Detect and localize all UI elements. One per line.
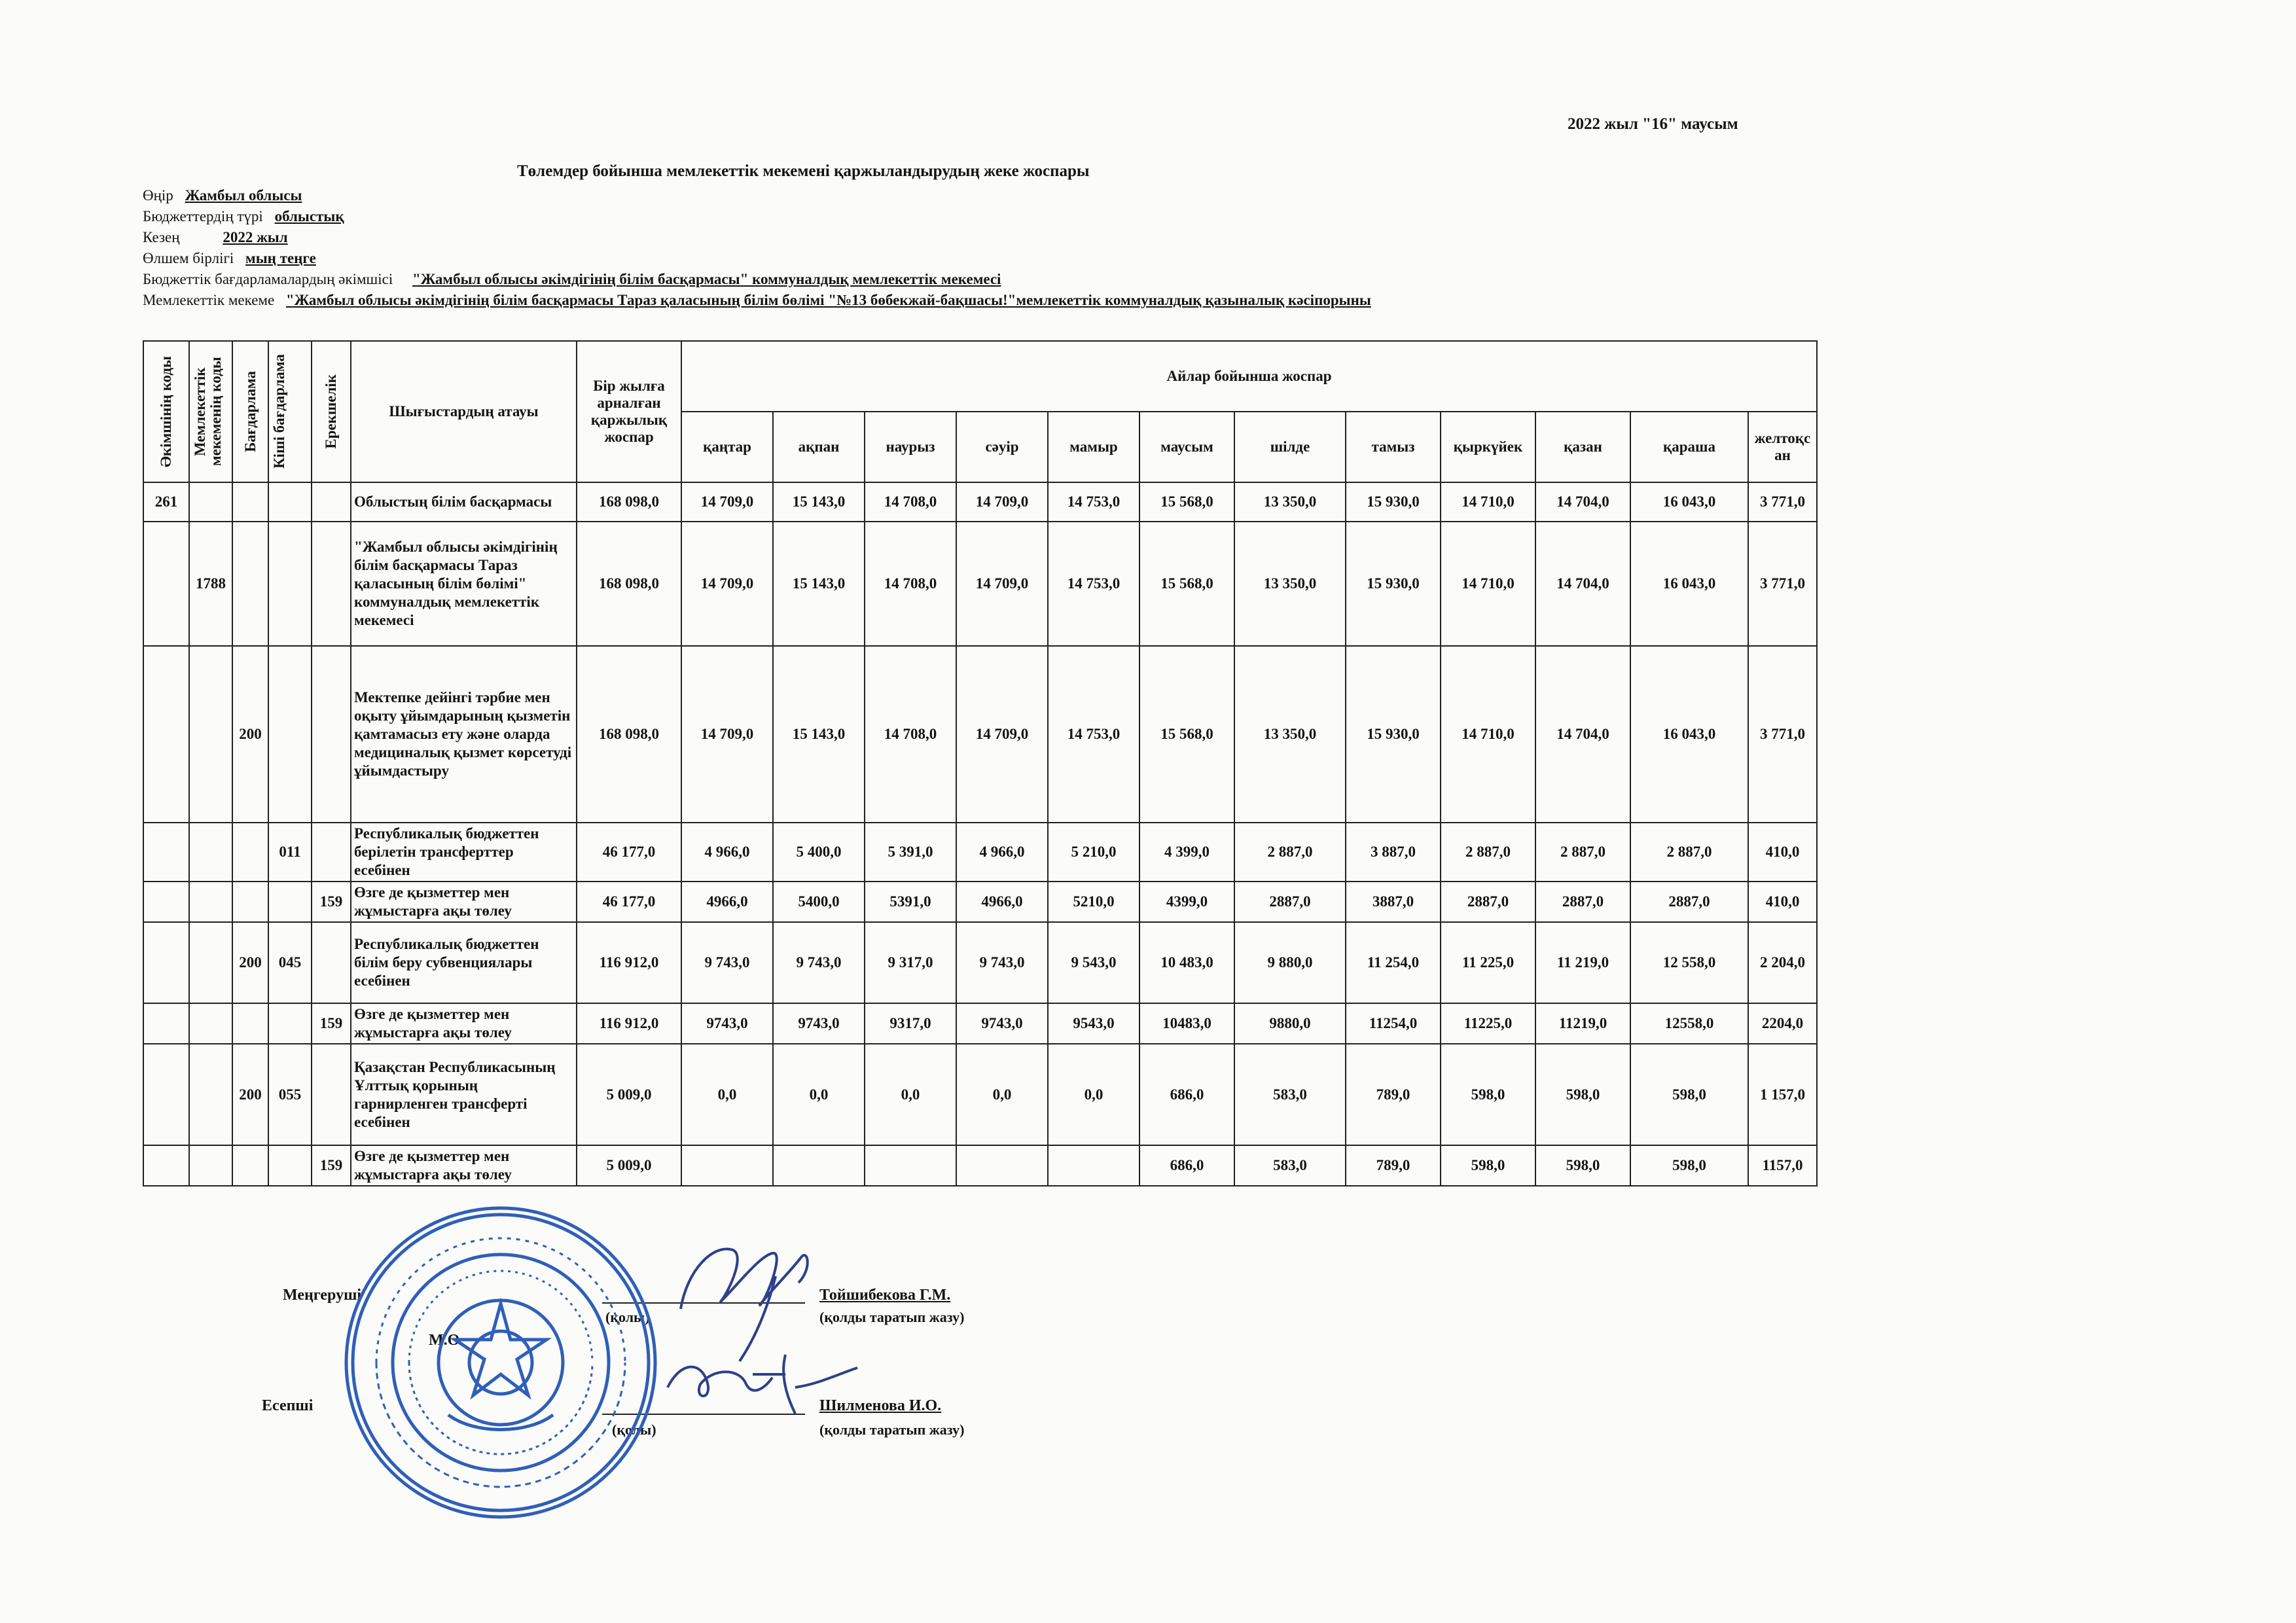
cell-month-value: 9317,0: [865, 1003, 956, 1044]
cell-annual-plan: 116 912,0: [577, 922, 681, 1003]
cell-admin-code: [143, 522, 189, 646]
cell-program: [232, 522, 268, 646]
header-admin-code: Әкімшінің коды: [143, 341, 189, 482]
header-subprogram: Кіші бағдарлама: [268, 341, 312, 482]
header-month: тамыз: [1346, 412, 1441, 482]
header-expense-name: Шығыстардың атауы: [351, 341, 577, 482]
cell-month-value: 4966,0: [956, 882, 1048, 922]
cell-month-value: 12 558,0: [1630, 922, 1748, 1003]
official-seal-stamp: [337, 1199, 664, 1526]
cell-month-value: 9 743,0: [956, 922, 1048, 1003]
table-body: [143, 482, 1817, 1186]
cell-month-value: 598,0: [1535, 1145, 1630, 1186]
cell-specific: [312, 646, 351, 823]
cell-month-value: 0,0: [681, 1044, 773, 1145]
cell-month-value: 14 708,0: [865, 482, 956, 522]
cell-month-value: 14 704,0: [1535, 482, 1630, 522]
cell-month-value: 5391,0: [865, 882, 956, 922]
cell-month-value: 14 708,0: [865, 522, 956, 646]
meta-admin-value: "Жамбыл облысы әкімдігінің білім басқармасы" коммуналдық мемлекеттік мекемесі: [412, 271, 1001, 287]
cell-subprogram: [268, 522, 312, 646]
cell-month-value: 14 710,0: [1441, 522, 1535, 646]
header-row-top: [143, 341, 1817, 412]
cell-month-value: 16 043,0: [1630, 646, 1748, 823]
table-row: [143, 522, 1817, 646]
cell-month-value: 5210,0: [1048, 882, 1139, 922]
cell-admin-code: [143, 882, 189, 922]
cell-month-value: 11 219,0: [1535, 922, 1630, 1003]
cell-month-value: 9880,0: [1234, 1003, 1346, 1044]
table-row: [143, 823, 1817, 882]
table-row: [143, 1044, 1817, 1145]
cell-specific: [312, 482, 351, 522]
cell-month-value: 15 568,0: [1139, 646, 1234, 823]
cell-program: [232, 823, 268, 882]
meta-institution-value: "Жамбыл облысы әкімдігінің білім басқармасы Тараз қаласының білім бөлімі "№13 бөбекжай-бақшасы!"мемлекеттік коммуналдық қазыналық кәсіпорыны: [285, 292, 1371, 308]
cell-month-value: 14 710,0: [1441, 646, 1535, 823]
head-handwritten-signature: [661, 1230, 831, 1368]
cell-program: [232, 1145, 268, 1186]
cell-annual-plan: 168 098,0: [577, 646, 681, 823]
header-annual-plan: Бір жылға арналған қаржылық жоспар: [577, 341, 681, 482]
cell-expense-name: "Жамбыл облысы әкімдігінің білім басқармасы Тараз қаласының білім бөлімі" коммуналдық мемлекеттік мекемесі: [351, 522, 577, 646]
cell-month-value: 2 887,0: [1630, 823, 1748, 882]
head-label: Меңгеруші: [283, 1287, 362, 1304]
cell-month-value: [681, 1145, 773, 1186]
meta-budget-type: [143, 208, 344, 225]
cell-month-value: 9 317,0: [865, 922, 956, 1003]
header-program: Бағдарлама: [232, 341, 268, 482]
header-month: қараша: [1630, 412, 1748, 482]
cell-specific: 159: [312, 1003, 351, 1044]
meta-period-label: Кезең: [143, 229, 180, 245]
cell-annual-plan: 5 009,0: [577, 1145, 681, 1186]
cell-month-value: 583,0: [1234, 1145, 1346, 1186]
accountant-sign-caption: (қолы): [612, 1421, 656, 1438]
cell-month-value: 10 483,0: [1139, 922, 1234, 1003]
cell-expense-name: Қазақстан Республикасының Ұлттық қорының гарнирленген трансферті есебінен: [351, 1044, 577, 1145]
cell-month-value: 5 400,0: [773, 823, 865, 882]
cell-month-value: 2887,0: [1535, 882, 1630, 922]
cell-month-value: 14 753,0: [1048, 522, 1139, 646]
cell-month-value: [1048, 1145, 1139, 1186]
header-month: наурыз: [865, 412, 956, 482]
cell-month-value: [865, 1145, 956, 1186]
cell-month-value: 0,0: [956, 1044, 1048, 1145]
cell-month-value: 9 743,0: [681, 922, 773, 1003]
cell-expense-name: Облыстың білім басқармасы: [351, 482, 577, 522]
cell-month-value: 2 887,0: [1535, 823, 1630, 882]
cell-month-value: 686,0: [1139, 1044, 1234, 1145]
cell-month-value: 11254,0: [1346, 1003, 1441, 1044]
financing-plan-table: [143, 340, 1818, 1186]
cell-month-value: 9 743,0: [773, 922, 865, 1003]
cell-specific: [312, 1044, 351, 1145]
meta-region-value: Жамбыл облысы: [185, 187, 302, 204]
meta-period-value: 2022 жыл: [223, 229, 288, 245]
cell-month-value: 3 771,0: [1748, 522, 1817, 646]
cell-month-value: 14 753,0: [1048, 646, 1139, 823]
cell-expense-name: Республикалық бюджеттен білім беру субвенциялары есебінен: [351, 922, 577, 1003]
cell-month-value: 10483,0: [1139, 1003, 1234, 1044]
cell-month-value: 5 391,0: [865, 823, 956, 882]
cell-month-value: 12558,0: [1630, 1003, 1748, 1044]
cell-month-value: 14 709,0: [956, 482, 1048, 522]
meta-unit-value: мың теңге: [245, 250, 316, 266]
meta-budget-type-value: облыстық: [274, 208, 344, 224]
header-institution-code: Мемлекеттік мекеменің коды: [189, 341, 232, 482]
cell-subprogram: [268, 482, 312, 522]
cell-month-value: 14 710,0: [1441, 482, 1535, 522]
cell-month-value: 2887,0: [1234, 882, 1346, 922]
cell-month-value: 9743,0: [681, 1003, 773, 1044]
accountant-label: Есепші: [262, 1397, 314, 1414]
meta-unit-label: Өлшем бірлігі: [143, 250, 234, 266]
header-month: желтоқсан: [1748, 412, 1817, 482]
cell-month-value: 11219,0: [1535, 1003, 1630, 1044]
cell-month-value: 14 709,0: [681, 522, 773, 646]
cell-month-value: 15 930,0: [1346, 522, 1441, 646]
cell-month-value: 598,0: [1630, 1044, 1748, 1145]
cell-specific: [312, 922, 351, 1003]
cell-month-value: 2 204,0: [1748, 922, 1817, 1003]
head-name: Тойшибекова Г.М.: [819, 1287, 951, 1304]
cell-month-value: 15 930,0: [1346, 482, 1441, 522]
cell-month-value: 3 887,0: [1346, 823, 1441, 882]
cell-subprogram: 045: [268, 922, 312, 1003]
cell-program: [232, 1003, 268, 1044]
cell-admin-code: [143, 823, 189, 882]
header-monthly-plan: Айлар бойынша жоспар: [681, 341, 1817, 412]
cell-specific: 159: [312, 882, 351, 922]
cell-month-value: 13 350,0: [1234, 646, 1346, 823]
cell-month-value: 598,0: [1441, 1145, 1535, 1186]
cell-month-value: 410,0: [1748, 882, 1817, 922]
table-row: [143, 922, 1817, 1003]
cell-month-value: 0,0: [773, 1044, 865, 1145]
cell-admin-code: [143, 1003, 189, 1044]
cell-expense-name: Мектепке дейінгі тәрбие мен оқыту ұйымдарының қызметін қамтамасыз ету және оларда медициналық қызмет көрсетуді ұйымдастыру: [351, 646, 577, 823]
cell-month-value: 14 708,0: [865, 646, 956, 823]
cell-month-value: 4399,0: [1139, 882, 1234, 922]
cell-month-value: 0,0: [865, 1044, 956, 1145]
cell-month-value: 15 568,0: [1139, 482, 1234, 522]
cell-program: 200: [232, 1044, 268, 1145]
cell-admin-code: [143, 1145, 189, 1186]
cell-month-value: 4966,0: [681, 882, 773, 922]
cell-institution-code: [189, 882, 232, 922]
table-row: [143, 482, 1817, 522]
cell-month-value: 583,0: [1234, 1044, 1346, 1145]
cell-subprogram: [268, 882, 312, 922]
header-month: қаңтар: [681, 412, 773, 482]
cell-program: [232, 482, 268, 522]
accountant-name: Шилменова И.О.: [819, 1397, 942, 1414]
cell-month-value: 14 704,0: [1535, 522, 1630, 646]
cell-month-value: 0,0: [1048, 1044, 1139, 1145]
table-row: [143, 882, 1817, 922]
cell-month-value: 13 350,0: [1234, 522, 1346, 646]
document-date: 2022 жыл "16" маусым: [1568, 115, 1738, 133]
header-month: қазан: [1535, 412, 1630, 482]
cell-month-value: 14 709,0: [956, 646, 1048, 823]
cell-institution-code: 1788: [189, 522, 232, 646]
cell-month-value: 3 771,0: [1748, 482, 1817, 522]
cell-month-value: 598,0: [1441, 1044, 1535, 1145]
cell-month-value: 598,0: [1630, 1145, 1748, 1186]
cell-month-value: 686,0: [1139, 1145, 1234, 1186]
cell-institution-code: [189, 922, 232, 1003]
cell-annual-plan: 116 912,0: [577, 1003, 681, 1044]
cell-month-value: [773, 1145, 865, 1186]
cell-month-value: 2887,0: [1630, 882, 1748, 922]
accountant-name-caption: (қолды таратып жазу): [819, 1421, 965, 1438]
cell-annual-plan: 5 009,0: [577, 1044, 681, 1145]
cell-annual-plan: 46 177,0: [577, 823, 681, 882]
header-month: мамыр: [1048, 412, 1139, 482]
cell-month-value: 14 709,0: [956, 522, 1048, 646]
cell-month-value: 598,0: [1535, 1044, 1630, 1145]
cell-expense-name: Республикалық бюджеттен берілетін трансферттер есебінен: [351, 823, 577, 882]
accountant-handwritten-signature: [655, 1348, 864, 1420]
cell-admin-code: [143, 646, 189, 823]
cell-month-value: 14 753,0: [1048, 482, 1139, 522]
cell-program: 200: [232, 922, 268, 1003]
cell-institution-code: [189, 1044, 232, 1145]
cell-month-value: 9 880,0: [1234, 922, 1346, 1003]
cell-expense-name: Өзге де қызметтер мен жұмыстарға ақы төлеу: [351, 882, 577, 922]
cell-program: 200: [232, 646, 268, 823]
cell-annual-plan: 168 098,0: [577, 522, 681, 646]
cell-month-value: 9743,0: [956, 1003, 1048, 1044]
cell-annual-plan: 168 098,0: [577, 482, 681, 522]
cell-month-value: 4 966,0: [956, 823, 1048, 882]
cell-month-value: 15 143,0: [773, 522, 865, 646]
cell-month-value: 1 157,0: [1748, 1044, 1817, 1145]
cell-subprogram: [268, 646, 312, 823]
header-month: шілде: [1234, 412, 1346, 482]
cell-month-value: 1157,0: [1748, 1145, 1817, 1186]
cell-month-value: 14 709,0: [681, 646, 773, 823]
cell-admin-code: [143, 922, 189, 1003]
cell-subprogram: [268, 1145, 312, 1186]
head-sign-caption: (қолы): [605, 1309, 650, 1325]
cell-month-value: 789,0: [1346, 1145, 1441, 1186]
header-month: сәуір: [956, 412, 1048, 482]
cell-expense-name: Өзге де қызметтер мен жұмыстарға ақы төлеу: [351, 1003, 577, 1044]
cell-month-value: 2 887,0: [1441, 823, 1535, 882]
cell-month-value: 2204,0: [1748, 1003, 1817, 1044]
cell-month-value: 9543,0: [1048, 1003, 1139, 1044]
header-month: қыркүйек: [1441, 412, 1535, 482]
cell-month-value: 16 043,0: [1630, 522, 1748, 646]
meta-institution-label: Мемлекеттік мекеме: [143, 292, 275, 308]
cell-month-value: 9 543,0: [1048, 922, 1139, 1003]
cell-month-value: 3 771,0: [1748, 646, 1817, 823]
cell-month-value: 5 210,0: [1048, 823, 1139, 882]
table-row: [143, 1003, 1817, 1044]
cell-month-value: 9743,0: [773, 1003, 865, 1044]
cell-expense-name: Өзге де қызметтер мен жұмыстарға ақы төлеу: [351, 1145, 577, 1186]
cell-month-value: 11 225,0: [1441, 922, 1535, 1003]
cell-month-value: 11 254,0: [1346, 922, 1441, 1003]
document-title: Төлемдер бойынша мемлекеттік мекемені қаржыландырудың жеке жоспары: [517, 162, 1090, 180]
cell-month-value: 13 350,0: [1234, 482, 1346, 522]
meta-period: [143, 229, 288, 246]
header-month: маусым: [1139, 412, 1234, 482]
meta-region: [143, 187, 302, 204]
cell-month-value: 15 143,0: [773, 646, 865, 823]
cell-subprogram: [268, 1003, 312, 1044]
meta-institution: [143, 292, 1371, 309]
cell-month-value: 410,0: [1748, 823, 1817, 882]
cell-month-value: 2 887,0: [1234, 823, 1346, 882]
cell-specific: [312, 823, 351, 882]
cell-month-value: 15 568,0: [1139, 522, 1234, 646]
meta-unit: [143, 250, 316, 267]
cell-month-value: 15 143,0: [773, 482, 865, 522]
cell-institution-code: [189, 482, 232, 522]
cell-admin-code: [143, 1044, 189, 1145]
meta-budget-type-label: Бюджеттердің түрі: [143, 208, 263, 224]
cell-institution-code: [189, 1145, 232, 1186]
cell-specific: 159: [312, 1145, 351, 1186]
cell-month-value: 5400,0: [773, 882, 865, 922]
meta-admin-label: Бюджеттік бағдарламалардың әкімшісі: [143, 271, 393, 287]
cell-month-value: 11225,0: [1441, 1003, 1535, 1044]
cell-month-value: 15 930,0: [1346, 646, 1441, 823]
cell-subprogram: 055: [268, 1044, 312, 1145]
seal-label: М.О.: [429, 1332, 464, 1349]
cell-month-value: 16 043,0: [1630, 482, 1748, 522]
header-specific: Ерекшелік: [312, 341, 351, 482]
cell-month-value: 4 966,0: [681, 823, 773, 882]
meta-region-label: Өңір: [143, 187, 173, 204]
cell-month-value: 2887,0: [1441, 882, 1535, 922]
header-month: ақпан: [773, 412, 865, 482]
meta-admin: [143, 271, 1001, 288]
table-row: [143, 646, 1817, 823]
cell-institution-code: [189, 1003, 232, 1044]
cell-month-value: 14 709,0: [681, 482, 773, 522]
cell-annual-plan: 46 177,0: [577, 882, 681, 922]
cell-month-value: [956, 1145, 1048, 1186]
cell-subprogram: 011: [268, 823, 312, 882]
cell-month-value: 789,0: [1346, 1044, 1441, 1145]
cell-institution-code: [189, 646, 232, 823]
cell-admin-code: 261: [143, 482, 189, 522]
cell-month-value: 4 399,0: [1139, 823, 1234, 882]
cell-specific: [312, 522, 351, 646]
cell-institution-code: [189, 823, 232, 882]
cell-month-value: 3887,0: [1346, 882, 1441, 922]
cell-month-value: 14 704,0: [1535, 646, 1630, 823]
head-name-caption: (қолды таратып жазу): [819, 1309, 965, 1325]
cell-program: [232, 882, 268, 922]
table-row: [143, 1145, 1817, 1186]
